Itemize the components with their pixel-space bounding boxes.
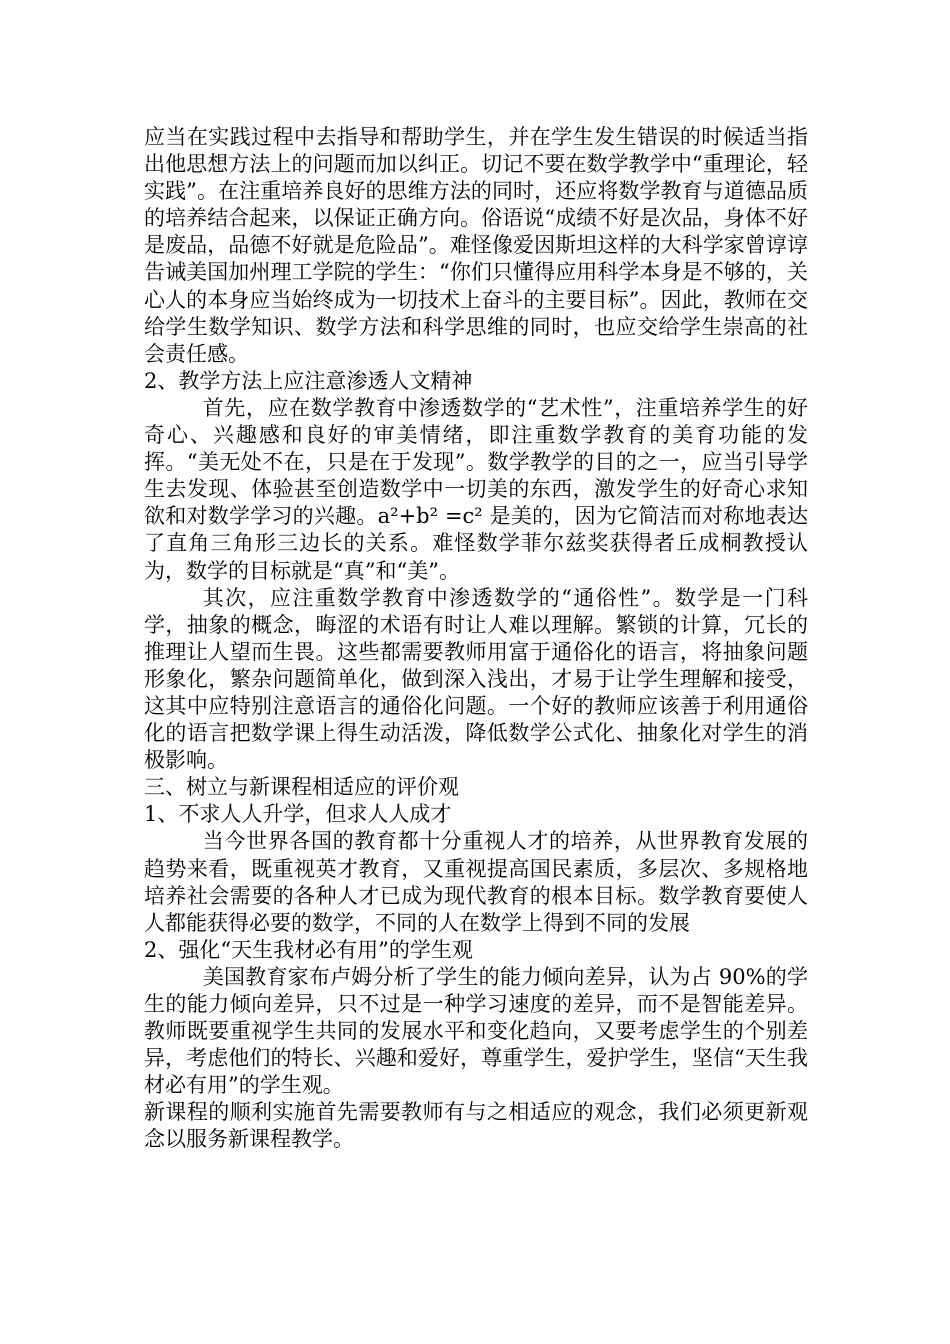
paragraph-popularity: 其次，应注重数学教育中渗透数学的“通俗性”。数学是一门科学，抽象的概念，晦涩的术语有时让人难以理解。繁锁的计算，冗长的推理让人望而生畏。这些都需要教师用富于通俗化的语言，将抽象问题形象化，繁杂问题简单化，做到深入浅出，才易于让学生理解和接受，这其中应特别注意语言的通俗化问题。一个好的教师应该善于利用通俗化的语言把数学课上得生动活泼，降低数学公式化、抽象化对学生的消极影响。 bbox=[144, 585, 808, 773]
paragraph-conclusion: 新课程的顺利实施首先需要教师有与之相适应的观念，我们必须更新观念以服务新课程教学。 bbox=[144, 1100, 808, 1152]
heading-evaluation-view: 三、树立与新课程相适应的评价观 bbox=[144, 775, 459, 800]
heading-everyone-talent: 1、不求人人升学，但求人人成才 bbox=[144, 802, 452, 827]
paragraph-artistry: 首先，应在数学教育中渗透数学的“艺术性”，注重培养学生的好奇心、兴趣感和良好的审美情绪，即注重数学教育的美育功能的发挥。“美无处不在，只是在于发现”。数学教学的目的之一，应当引导学生去发现、体验甚至创造数学中一切美的东西，激发学生的好奇心求知欲和对数学学习的兴趣。a²+b² =c² 是美的，因为它简洁而对称地表达了直角三角形三边长的关系。难怪数学菲尔兹奖获得者丘成桐教授认为，数学的目标就是“真”和“美”。 bbox=[144, 395, 808, 583]
heading-humanistic-spirit: 2、教学方法上应注意渗透人文精神 bbox=[144, 368, 473, 393]
paragraph-bloom-differences: 美国教育家布卢姆分析了学生的能力倾向差异，认为占 90%的学生的能力倾向差异，只不过是一种学习速度的差异，而不是智能差异。教师既要重视学生共同的发展水平和变化趋向，又要考虑学生的个别差异，考虑他们的特长、兴趣和爱好，尊重学生，爱护学生，坚信“天生我材必有用”的学生观。 bbox=[144, 964, 808, 1098]
document-page bbox=[144, 124, 808, 1154]
heading-student-view: 2、强化“天生我材必有用”的学生观 bbox=[144, 937, 473, 962]
paragraph-talent-cultivation: 当今世界各国的教育都十分重视人才的培养，从世界教育发展的趋势来看，既重视英才教育，又重视提高国民素质，多层次、多规格地培养社会需要的各种人才已成为现代教育的根本目标。数学教育要使人人都能获得必要的数学，不同的人在数学上得到不同的发展 bbox=[144, 829, 808, 935]
paragraph-moral-education: 应当在实践过程中去指导和帮助学生，并在学生发生错误的时候适当指出他思想方法上的问题而加以纠正。切记不要在数学教学中“重理论，轻实践”。在注重培养良好的思维方法的同时，还应将数学教育与道德品质的培养结合起来，以保证正确方向。俗语说“成绩不好是次品，身体不好是废品，品德不好就是危险品”。难怪像爱因斯坦这样的大科学家曾谆谆告诫美国加州理工学院的学生：“你们只懂得应用科学本身是不够的，关心人的本身应当始终成为一切技术上奋斗的主要目标”。因此，教师在交给学生数学知识、数学方法和科学思维的同时，也应交给学生崇高的社会责任感。 bbox=[144, 125, 808, 366]
